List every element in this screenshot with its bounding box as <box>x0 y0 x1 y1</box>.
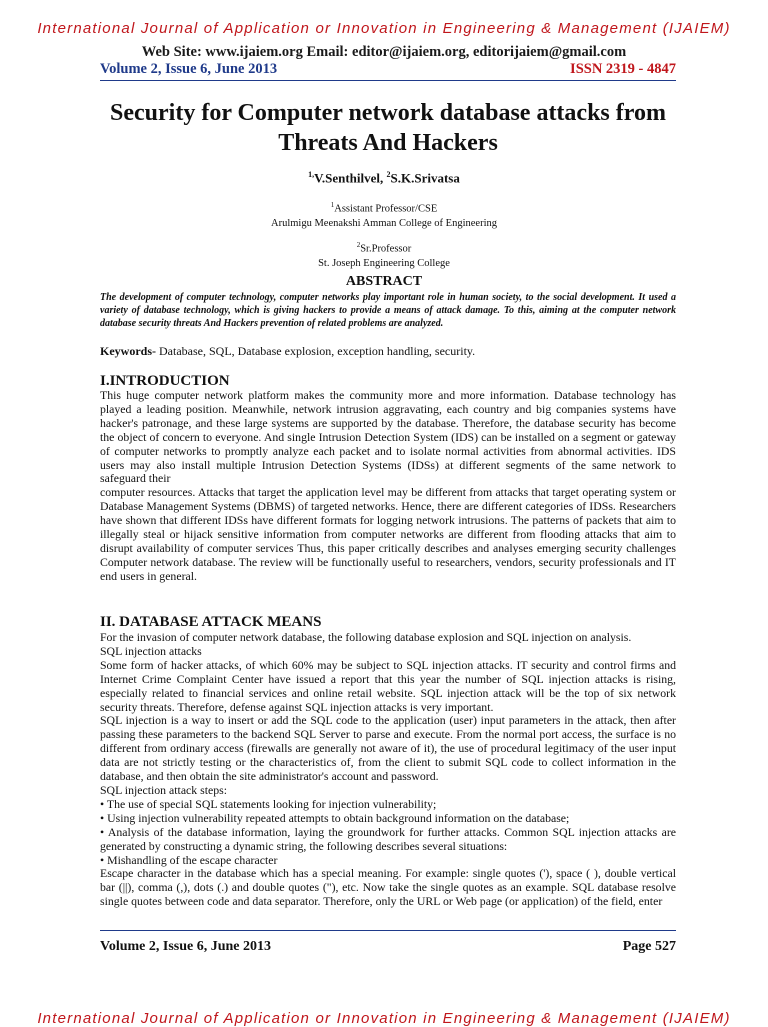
paper-title: Security for Computer network database attacks from Threats And Hackers <box>110 100 666 156</box>
header-divider <box>100 80 676 81</box>
paragraph: computer resources. Attacks that target the application level may be different from attacks that target operating system or Database Management Systems (DBMS) of targeted networks. Hence, there are different categories of IDSs. Researchers have shown that different IDSs have different formats for logging network intrusions. The patterns of packets that aim to illegally steal or hijack sensitive information from computer networks are different from flooding attacks that aim to disrupt availability of computer services Thus, this paper critically describes and analyses emerging security challenges Computer network database. The review will be functionally useful to researchers, vendors, security professionals and IT end users in general. <box>100 485 676 583</box>
keywords-label: Keywords- <box>100 344 156 358</box>
website-line: Web Site: www.ijaiem.org Email: editor@ijaiem.org, editorijaiem@gmail.com <box>141 44 627 60</box>
author-2-name: S.K.Srivatsa <box>390 170 460 186</box>
affiliation-1-superscript: 1 <box>330 201 335 209</box>
section-2-body <box>100 631 676 909</box>
keywords-line <box>100 344 676 359</box>
paragraph: Escape character in the database which has a special meaning. For example: single quotes ('), space ( ), double vertical bar (||), comma (,), dots (.) and double quotes ("), etc. Now take the single quotes as an example. SQL database resolve single quotes between code and data separator. Therefore, only the URL or Web page (or application) of the field, enter <box>100 866 676 909</box>
section-1-heading: I.INTRODUCTION <box>100 373 230 389</box>
bullet-item: • Analysis of the database information, laying the groundwork for further attacks. Common SQL injection attacks are generated by constructing a dynamic string, the following describes several situations: <box>100 824 676 853</box>
paragraph: Some form of hacker attacks, of which 60% may be subject to SQL injection attacks. IT security and control firms and Internet Crime Complaint Center have issued a report that this year the number of SQL injection attacks is rising, especially related to financial services and online retail website. SQL injection attack will be the top of six network security threats. Therefore, defense against SQL injection attacks is very important. <box>100 657 676 714</box>
next-page-journal-title: International Journal of Application or Innovation in Engineering & Management (IJAIEM) <box>37 1010 731 1027</box>
subheading: SQL injection attacks <box>100 643 202 658</box>
author-2-superscript: 2 <box>386 170 391 179</box>
paragraph: This huge computer network platform makes the community more and more information. Database technology has played a leading position. Meanwhile, network intrusion aggravating, each country and big companies systems have hacker's patronage, and these large systems are supported by the database. Therefore, the database security has become the object of concern to everyone. And single Intrusion Detection System (IDS) can be installed on a segment or gateway of computer networks to promptly analyze each packet and to isolate normal activities from abnormal activities. IDS users may also install multiple Intrusion Detection Systems (IDSs) at different segments of the same network to safeguard their <box>100 388 676 486</box>
section-1-body <box>100 389 676 584</box>
section-2-heading: II. DATABASE ATTACK MEANS <box>100 614 322 630</box>
author-1-name: V.Senthilvel, <box>314 170 387 186</box>
volume-issue-header: Volume 2, Issue 6, June 2013 <box>100 61 278 77</box>
paragraph: For the invasion of computer network database, the following database explosion and SQL injection on analysis. <box>100 630 632 644</box>
bullet-item: • The use of special SQL statements looking for injection vulnerability; <box>100 796 437 811</box>
affiliation-1-institution: Arulmigu Meenakshi Amman College of Engineering <box>271 217 497 229</box>
affiliation-1-role: Assistant Professor/CSE <box>334 203 438 215</box>
affiliation-2 <box>0 238 768 271</box>
subheading: SQL injection attack steps: <box>100 782 228 797</box>
journal-title: International Journal of Application or Innovation in Engineering & Management (IJAIEM) <box>37 20 731 37</box>
affiliation-1 <box>0 198 768 231</box>
bullet-item: • Using injection vulnerability repeated attempts to obtain background information on the database; <box>100 810 570 825</box>
keywords-list: Database, SQL, Database explosion, exception handling, security. <box>156 344 476 358</box>
affiliation-2-institution: St. Joseph Engineering College <box>318 257 450 269</box>
footer-volume: Volume 2, Issue 6, June 2013 <box>100 939 272 954</box>
abstract-heading: ABSTRACT <box>345 274 423 289</box>
author-1-superscript: 1, <box>308 170 315 179</box>
issn-label: ISSN 2319 - 4847 <box>570 61 676 77</box>
footer-divider <box>100 930 676 931</box>
affiliation-2-role: Sr.Professor <box>360 243 412 255</box>
affiliation-2-superscript: 2 <box>356 241 361 249</box>
bullet-item: • Mishandling of the escape character <box>100 852 278 867</box>
author-line <box>0 170 768 186</box>
abstract-body: The development of computer technology, computer networks play important role in human society, to the social development. It used a variety of database technology, which is giving hackers to provide a means of attack damage. To this, aiming at the computer network database security threats And Hackers prevention of related problems are analyzed. <box>100 292 676 329</box>
page-number: Page 527 <box>622 939 676 954</box>
paragraph: SQL injection is a way to insert or add the SQL code to the application (user) input parameters in the attack, then after passing these parameters to the backend SQL Server to parse and execute. From the normal port access, the surface is no different from ordinary access (firewalls are generally not aware of it), the use of procedural legitimacy of the user input data are not strictly testing or the characteristics of, from the client to submit SQL code to collect information in the database, and then obtain the site administrator's account and password. <box>100 713 676 784</box>
